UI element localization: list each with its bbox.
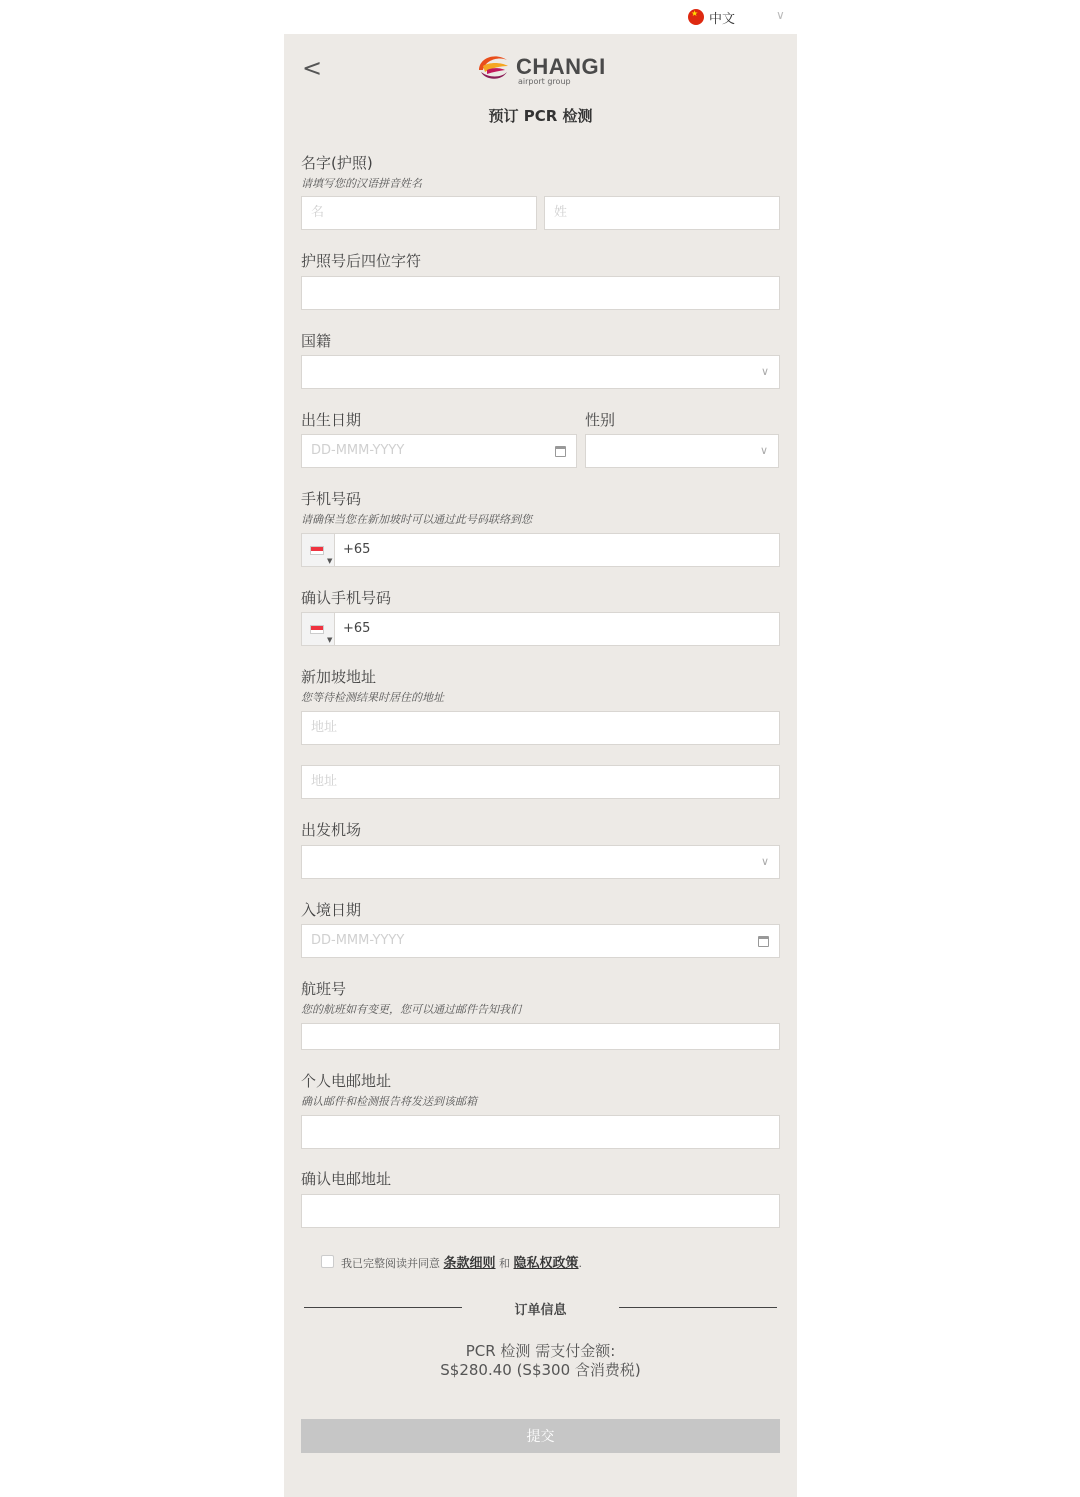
chevron-down-icon[interactable]: ∨ [776,8,785,22]
agreement-prefix: 我已完整阅读并同意 [341,1257,440,1270]
chevron-down-icon: ∨ [760,365,769,378]
arrival-date-input[interactable] [301,924,780,958]
confirm-email-label: 确认电邮地址 [301,1170,392,1188]
departure-airport-select[interactable] [301,845,780,879]
mobile-input[interactable] [301,533,780,567]
page-title: 预订 PCR 检测 [488,107,593,125]
chevron-down-icon: ∨ [759,444,768,457]
calendar-icon[interactable] [555,446,566,457]
email-input[interactable] [301,1115,780,1149]
language-select[interactable]: 中文 [709,12,736,27]
mobile-code: +65 [343,542,371,557]
name-hint: 请填写您的汉语拼音姓名 [301,177,422,190]
singapore-flag-icon [310,625,324,634]
first-name-placeholder: 名 [311,205,325,220]
changi-logo [475,50,615,90]
dob-input[interactable] [301,434,577,468]
first-name-input[interactable] [301,196,537,230]
amount-line1: PCR 检测 需支付金额: [465,1342,616,1360]
amount-line2: S$280.40 (S$300 含消费税) [440,1361,641,1379]
china-flag-icon[interactable] [688,9,704,25]
confirm-mobile-input[interactable] [301,612,780,646]
agree-checkbox[interactable] [321,1255,334,1268]
name-label: 名字(护照) [301,154,373,172]
flight-label: 航班号 [301,980,347,998]
passport-input[interactable] [301,276,780,310]
agreement-and: 和 [499,1257,511,1270]
arrival-label: 入境日期 [301,901,362,919]
flight-number-input[interactable] [301,1023,780,1050]
dob-placeholder: DD-MMM-YYYY [311,443,405,458]
last-name-input[interactable] [544,196,780,230]
address-line2-placeholder: 地址 [311,774,338,789]
arrival-placeholder: DD-MMM-YYYY [311,933,405,948]
agreement-suffix: . [578,1257,583,1270]
flight-hint: 您的航班如有变更，您可以通过邮件告知我们 [301,1003,521,1016]
dob-label: 出生日期 [301,411,362,429]
caret-down-icon: ▼ [327,636,333,644]
last-name-placeholder: 姓 [554,205,568,220]
confirm-email-input[interactable] [301,1194,780,1228]
caret-down-icon: ▼ [327,557,333,565]
nationality-label: 国籍 [301,332,332,350]
gender-label: 性别 [585,411,616,429]
passport-label: 护照号后四位字符 [301,252,422,270]
submit-button[interactable]: 提交 [301,1419,780,1453]
mobile-hint: 请确保当您在新加坡时可以通过此号码联络到您 [301,513,532,526]
mobile-label: 手机号码 [301,490,362,508]
email-hint: 确认邮件和检测报告将发送到该邮箱 [301,1095,477,1108]
confirm-mobile-label: 确认手机号码 [301,589,392,607]
address-line2-input[interactable] [301,765,780,799]
country-code-select[interactable] [302,613,335,645]
privacy-link[interactable]: 隐私权政策 [513,1256,579,1271]
chevron-down-icon: ∨ [760,855,769,868]
back-icon[interactable]: < [302,54,323,82]
email-label: 个人电邮地址 [301,1072,392,1090]
address-line1-input[interactable] [301,711,780,745]
logo-mark-icon [475,50,511,86]
order-info-title: 订单信息 [514,1303,567,1318]
logo-wordmark: CHANGI [516,54,606,79]
language-bar [0,0,1080,34]
agreement-text [341,1252,582,1271]
confirm-mobile-code: +65 [343,621,371,636]
logo-subtitle: airport group [518,77,571,86]
country-code-select[interactable] [302,534,335,566]
address-label: 新加坡地址 [301,668,377,686]
nationality-select[interactable] [301,355,780,389]
gender-select[interactable] [585,434,779,468]
singapore-flag-icon [310,546,324,555]
calendar-icon[interactable] [758,936,769,947]
departure-label: 出发机场 [301,821,362,839]
address-hint: 您等待检测结果时居住的地址 [301,691,444,704]
address-line1-placeholder: 地址 [311,720,338,735]
terms-link[interactable]: 条款细则 [443,1256,496,1271]
